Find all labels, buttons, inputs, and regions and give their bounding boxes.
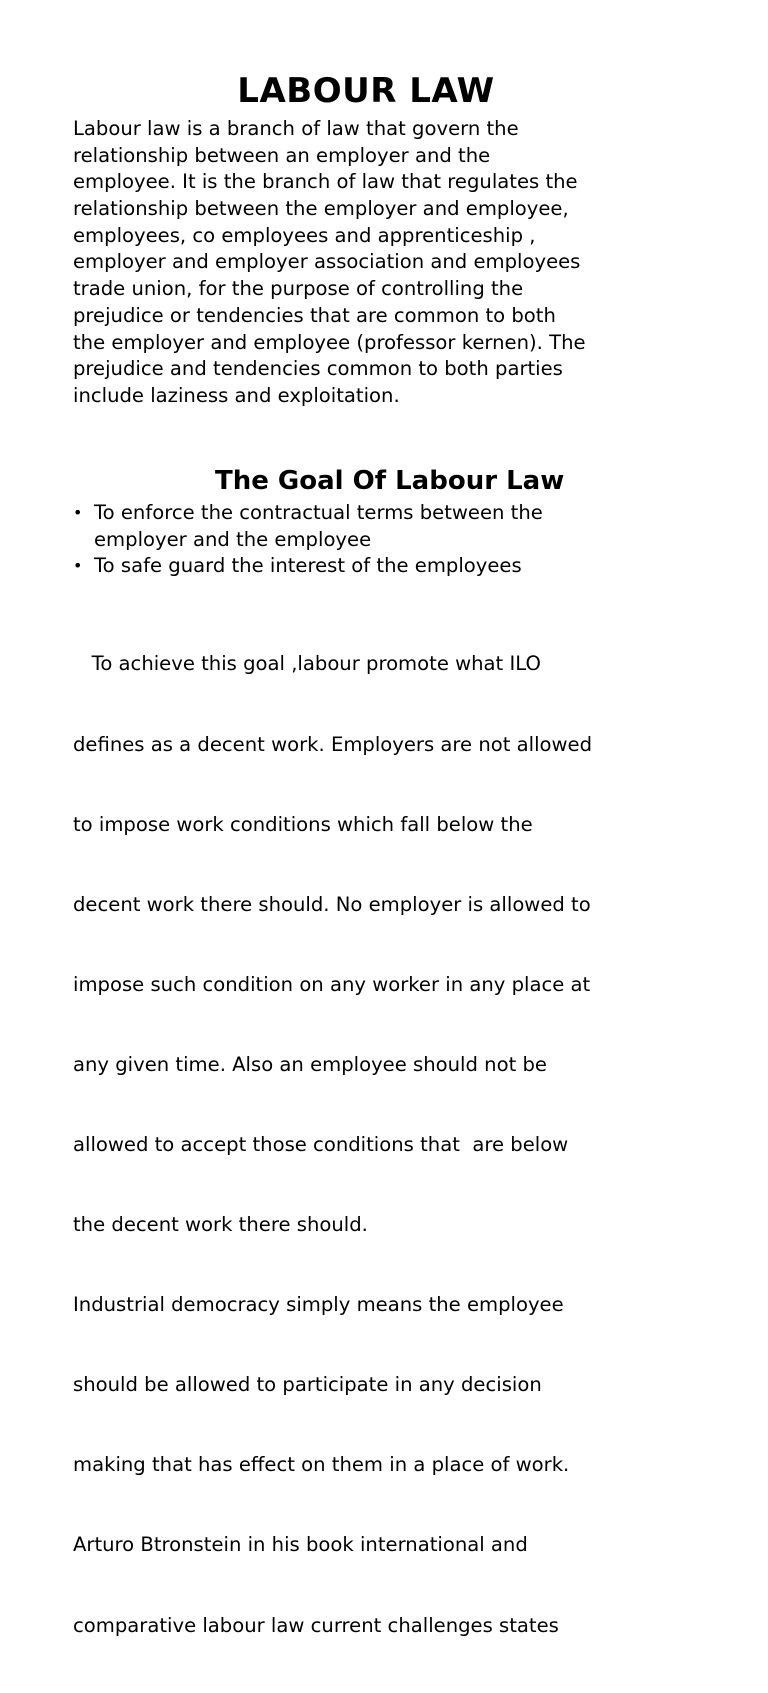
body-paragraph: [73, 598, 713, 1693]
body-line: any given time. Also an employee should not be: [73, 1052, 547, 1076]
bullet-icon: •: [73, 556, 83, 576]
body-line: to impose work conditions which fall below the: [73, 812, 533, 836]
intro-line: trade union, for the purpose of controlling the: [73, 277, 524, 301]
intro-line: prejudice or tendencies that are common to both: [73, 303, 556, 327]
goal-line: To safe guard the interest of the employees: [94, 554, 522, 578]
body-line: To achieve this goal ,labour promote what ILO: [73, 652, 541, 676]
body-line: comparative labour law current challenges states: [73, 1613, 559, 1637]
list-item: [73, 500, 713, 553]
intro-line: relationship between the employer and employee,: [73, 197, 569, 221]
bullet-icon: •: [73, 503, 83, 522]
goal-line: To enforce the contractual terms between the: [94, 501, 543, 524]
body-line: should be allowed to participate in any decision: [73, 1373, 542, 1397]
intro-line: include laziness and exploitation.: [73, 383, 400, 407]
list-item: [73, 553, 713, 580]
intro-line: Labour law is a branch of law that govern the: [73, 117, 519, 140]
goal-list: [73, 500, 713, 580]
body-line: impose such condition on any worker in any place at: [73, 972, 591, 996]
body-line: the decent work there should.: [73, 1213, 368, 1237]
goal-heading: The Goal Of Labour Law: [215, 466, 565, 496]
goal-line: employer and the employee: [94, 527, 372, 551]
intro-line: prejudice and tendencies common to both parties: [73, 357, 563, 381]
intro-paragraph: [73, 116, 713, 410]
intro-line: relationship between an employer and the: [73, 143, 491, 167]
intro-line: employee. It is the branch of law that regulates the: [73, 170, 578, 194]
body-line: allowed to accept those conditions that are below: [73, 1132, 569, 1156]
body-line: decent work there should. No employer is allowed to: [73, 892, 591, 916]
body-line: Arturo Btronstein in his book international and: [73, 1533, 528, 1557]
intro-line: employees, co employees and apprenticeship ,: [73, 223, 536, 247]
body-line: making that has effect on them in a place of work.: [73, 1453, 570, 1477]
intro-line: the employer and employee (professor kernen). The: [73, 330, 586, 354]
document-title: LABOUR LAW: [237, 71, 495, 111]
body-line: Industrial democracy simply means the employee: [73, 1293, 564, 1317]
body-line: defines as a decent work. Employers are not allowed: [73, 732, 593, 756]
intro-line: employer and employer association and employees: [73, 250, 581, 274]
